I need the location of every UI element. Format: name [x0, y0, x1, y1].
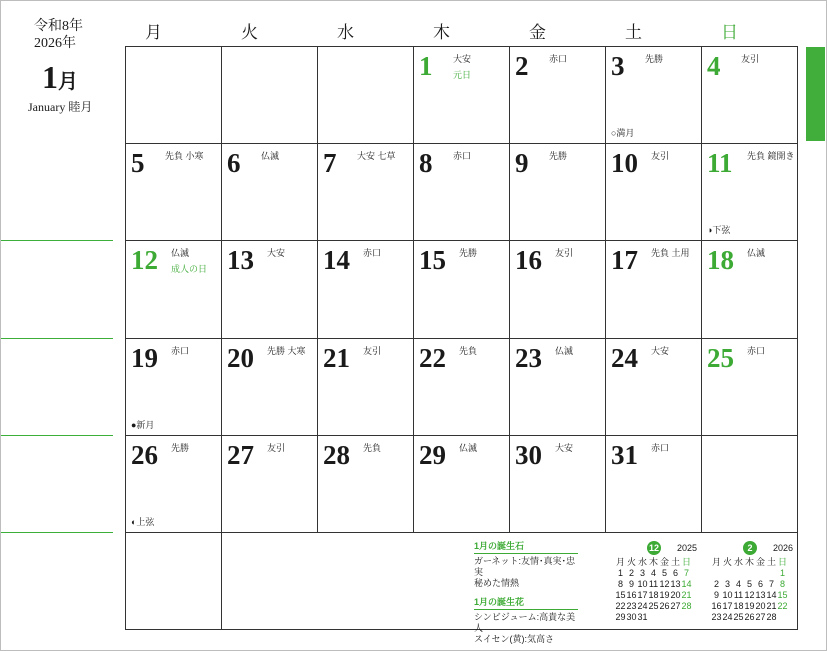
mini-day	[711, 568, 722, 579]
mini-day	[755, 568, 766, 579]
mini-day: 2	[713, 579, 719, 589]
day-cell[interactable]	[317, 338, 413, 435]
mini-weekday: 火	[722, 557, 732, 567]
day-number: 19	[131, 343, 158, 373]
rokuyo-label: 大安	[651, 346, 670, 356]
rokuyo-label: 赤口	[453, 151, 472, 161]
birthstone-title: 1月の誕生石	[474, 541, 578, 554]
rokuyo-label: 先勝	[459, 248, 478, 258]
rokuyo-label: 赤口	[747, 346, 766, 356]
mini-day: 8	[617, 579, 623, 589]
day-number: 9	[515, 148, 529, 178]
day-number: 7	[323, 148, 337, 178]
birthflower-title: 1月の誕生花	[474, 597, 578, 610]
mini-day: 24	[722, 612, 733, 622]
day-number: 17	[611, 245, 638, 275]
rokuyo-label: 先勝 大寒	[267, 346, 306, 356]
rokuyo-label: 仏滅	[459, 443, 478, 453]
day-number: 22	[419, 343, 446, 373]
day-number: 25	[707, 343, 734, 373]
mini-weekday: 金	[755, 557, 765, 567]
rokuyo-label: 先負	[459, 346, 478, 356]
mini-day: 28	[681, 601, 692, 611]
mini-weekday: 日	[681, 557, 691, 567]
rokuyo-label: 仏滅	[261, 151, 280, 161]
mini-calendar-next	[711, 541, 793, 623]
day-cell[interactable]	[413, 143, 509, 240]
mini-day: 28	[766, 612, 777, 622]
day-cell[interactable]	[509, 46, 605, 143]
day-cell[interactable]	[413, 240, 509, 337]
day-cell[interactable]	[317, 143, 413, 240]
memo-line	[1, 435, 113, 436]
mini-day: 21	[681, 590, 692, 600]
memo-line	[1, 532, 113, 533]
birthflower-text: スイセン(黄):気高さ	[474, 634, 555, 644]
mini-day: 8	[779, 579, 785, 589]
day-cell[interactable]	[701, 143, 797, 240]
day-number: 11	[707, 148, 733, 178]
mini-day: 29	[615, 612, 626, 622]
mini-weekday: 土	[670, 557, 680, 567]
mini-day	[670, 612, 681, 623]
day-number: 16	[515, 245, 542, 275]
mini-day: 20	[755, 601, 766, 611]
mini-weekday: 金	[659, 557, 669, 567]
birthstone-text: 秘めた情熱	[474, 578, 520, 588]
rokuyo-label: 先勝	[549, 151, 568, 161]
day-number: 28	[323, 440, 350, 470]
day-number: 26	[131, 440, 158, 470]
day-number: 24	[611, 343, 638, 373]
day-number: 4	[707, 51, 721, 81]
mini-day: 3	[639, 568, 645, 578]
mini-weekday: 月	[711, 557, 721, 567]
month-kanji: 月	[58, 71, 78, 93]
mini-day: 13	[755, 590, 766, 600]
mini-day	[766, 568, 777, 579]
memo-line	[1, 338, 113, 339]
mini-month-badge: 2	[743, 541, 757, 555]
day-number: 20	[227, 343, 254, 373]
mini-day: 7	[768, 579, 774, 589]
day-cell[interactable]	[413, 435, 509, 532]
rokuyo-label: 先負 土用	[651, 248, 690, 258]
mini-day: 10	[637, 579, 648, 589]
mini-day: 23	[711, 612, 722, 622]
rokuyo-label: 赤口	[651, 443, 670, 453]
era-line-reiwa: 令和8年	[34, 19, 83, 34]
rokuyo-label: 友引	[363, 346, 382, 356]
rokuyo-label: 赤口	[171, 346, 190, 356]
day-number: 2	[515, 51, 529, 81]
mini-weekday: 水	[637, 557, 647, 567]
day-cell[interactable]	[605, 143, 701, 240]
day-cell[interactable]	[509, 143, 605, 240]
day-number: 13	[227, 245, 254, 275]
mini-day	[733, 568, 744, 579]
mini-day: 12	[659, 579, 670, 589]
day-cell[interactable]	[509, 435, 605, 532]
moon-phase-label: ◐上弦	[131, 517, 155, 527]
day-number: 29	[419, 440, 446, 470]
day-number: 15	[419, 245, 446, 275]
mini-day: 16	[711, 601, 722, 611]
mini-day: 27	[670, 601, 681, 611]
mini-weekday: 火	[626, 557, 636, 567]
holiday-label: 元日	[453, 70, 472, 80]
day-cell[interactable]	[317, 240, 413, 337]
rokuyo-label: 先負	[363, 443, 382, 453]
memo-line	[1, 240, 113, 241]
mini-day: 18	[733, 601, 744, 611]
mini-day: 9	[628, 579, 634, 589]
mini-day: 5	[746, 579, 752, 589]
mini-weekday: 月	[615, 557, 625, 567]
rokuyo-label: 大安	[453, 54, 472, 64]
weekday-header: 月	[145, 23, 162, 42]
mini-year: 2026	[772, 543, 793, 553]
day-number: 1	[419, 51, 433, 81]
day-number: 18	[707, 245, 734, 275]
mini-day: 30	[626, 612, 637, 622]
day-number: 5	[131, 148, 145, 178]
month-number: 1	[42, 59, 58, 95]
weekday-header: 木	[433, 23, 450, 42]
mini-day: 17	[637, 590, 648, 600]
mini-day: 7	[683, 568, 689, 578]
mini-day: 15	[615, 590, 626, 600]
day-cell[interactable]	[701, 240, 797, 337]
rokuyo-label: 友引	[555, 248, 574, 258]
day-cell[interactable]	[221, 240, 317, 337]
mini-day: 6	[672, 568, 678, 578]
mini-day	[648, 612, 659, 623]
mini-day: 11	[648, 579, 659, 589]
day-number: 14	[323, 245, 350, 275]
mini-day: 4	[650, 568, 656, 578]
rokuyo-label: 仏滅	[555, 346, 574, 356]
rokuyo-label: 先負 鏡開き	[747, 151, 795, 161]
weekday-header: 水	[337, 23, 354, 42]
mini-weekday: 土	[766, 557, 776, 567]
mini-day: 9	[713, 590, 719, 600]
mini-day: 22	[615, 601, 626, 611]
mini-day: 1	[617, 568, 623, 578]
birthstone-panel	[474, 541, 578, 645]
mini-day: 22	[777, 601, 788, 611]
mini-day: 18	[648, 590, 659, 600]
day-cell[interactable]	[317, 435, 413, 532]
mini-day: 24	[637, 601, 648, 611]
rokuyo-label: 友引	[741, 54, 760, 64]
rokuyo-label: 友引	[267, 443, 286, 453]
day-number: 21	[323, 343, 350, 373]
rokuyo-label: 先勝	[645, 54, 664, 64]
day-number: 30	[515, 440, 542, 470]
day-cell[interactable]	[605, 240, 701, 337]
mini-day: 25	[648, 601, 659, 611]
mini-month-badge: 12	[648, 543, 659, 553]
rokuyo-label: 仏滅	[747, 248, 766, 258]
mini-day: 12	[744, 590, 755, 600]
mini-day: 14	[766, 590, 777, 600]
mini-day: 2	[628, 568, 634, 578]
weekday-header: 火	[241, 23, 258, 42]
day-number: 31	[611, 440, 638, 470]
mini-year: 2025	[676, 543, 697, 553]
mini-day: 10	[722, 590, 733, 600]
day-cell[interactable]	[509, 240, 605, 337]
day-number: 8	[419, 148, 433, 178]
day-cell[interactable]	[605, 338, 701, 435]
rokuyo-label: 大安	[267, 248, 286, 258]
mini-day: 5	[661, 568, 667, 578]
mini-day: 20	[670, 590, 681, 600]
day-cell[interactable]	[221, 143, 317, 240]
month-index-tab[interactable]	[806, 47, 825, 141]
rokuyo-label: 大安 七草	[357, 151, 396, 161]
month-title	[42, 60, 78, 99]
mini-weekday: 木	[648, 557, 658, 567]
era-line-year: 2026年	[34, 36, 76, 51]
weekday-header: 日	[721, 23, 738, 42]
day-number: 10	[611, 148, 638, 178]
mini-day	[659, 612, 670, 623]
mini-day: 16	[626, 590, 637, 600]
rokuyo-label: 大安	[555, 443, 574, 453]
rokuyo-label: 先負 小寒	[165, 151, 204, 161]
mini-day: 27	[755, 612, 766, 622]
day-cell[interactable]	[125, 435, 221, 532]
mini-day: 11	[733, 590, 744, 600]
mini-day: 17	[722, 601, 733, 611]
mini-day	[744, 568, 755, 579]
mini-calendar-prev	[615, 541, 697, 623]
day-cell[interactable]	[701, 46, 797, 143]
rokuyo-label: 先勝	[171, 443, 190, 453]
moon-phase-label: ◑下弦	[707, 225, 731, 235]
mini-day: 13	[670, 579, 681, 589]
day-number: 6	[227, 148, 241, 178]
day-cell[interactable]	[413, 338, 509, 435]
day-cell[interactable]	[125, 240, 221, 337]
era-year	[34, 18, 83, 52]
mini-day: 23	[626, 601, 637, 611]
day-number: 27	[227, 440, 254, 470]
mini-day: 26	[659, 601, 670, 611]
mini-day	[777, 612, 788, 623]
mini-weekday: 木	[744, 557, 754, 567]
mini-day: 19	[744, 601, 755, 611]
moon-phase-label: ●新月	[131, 420, 155, 430]
grid-row-line	[125, 532, 798, 533]
holiday-label: 成人の日	[171, 264, 208, 274]
mini-weekday: 日	[777, 557, 787, 567]
day-number: 23	[515, 343, 542, 373]
day-cell[interactable]	[605, 46, 701, 143]
day-cell[interactable]	[413, 46, 509, 143]
grid-col-line	[221, 532, 222, 630]
mini-day: 6	[757, 579, 763, 589]
day-number: 12	[131, 245, 158, 275]
birthstone-text: ガーネット:友情･真実･忠実	[474, 556, 576, 577]
rokuyo-label: 赤口	[363, 248, 382, 258]
day-cell[interactable]	[509, 338, 605, 435]
mini-day: 21	[766, 601, 777, 611]
day-cell[interactable]	[221, 435, 317, 532]
weekday-header: 土	[625, 23, 642, 42]
mini-day: 4	[735, 579, 741, 589]
mini-day: 15	[777, 590, 788, 600]
rokuyo-label: 仏滅	[171, 248, 190, 258]
mini-day: 1	[779, 568, 785, 578]
day-cell[interactable]	[221, 338, 317, 435]
birthflower-text: シンビジューム:高貴な美人	[474, 612, 576, 633]
day-cell[interactable]	[125, 338, 221, 435]
moon-phase-label: ○満月	[611, 128, 635, 138]
weekday-header: 金	[529, 23, 546, 42]
mini-day: 26	[744, 612, 755, 622]
mini-day	[681, 612, 692, 623]
mini-day	[722, 568, 733, 579]
mini-day: 3	[724, 579, 730, 589]
rokuyo-label: 友引	[651, 151, 670, 161]
day-cell[interactable]	[125, 143, 221, 240]
mini-day: 31	[637, 612, 648, 622]
mini-day: 25	[733, 612, 744, 622]
day-cell[interactable]	[701, 338, 797, 435]
mini-day: 14	[681, 579, 692, 589]
month-english: January 睦月	[28, 100, 93, 114]
day-cell[interactable]	[605, 435, 701, 532]
rokuyo-label: 赤口	[549, 54, 568, 64]
mini-day: 19	[659, 590, 670, 600]
mini-weekday: 水	[733, 557, 743, 567]
day-number: 3	[611, 51, 625, 81]
